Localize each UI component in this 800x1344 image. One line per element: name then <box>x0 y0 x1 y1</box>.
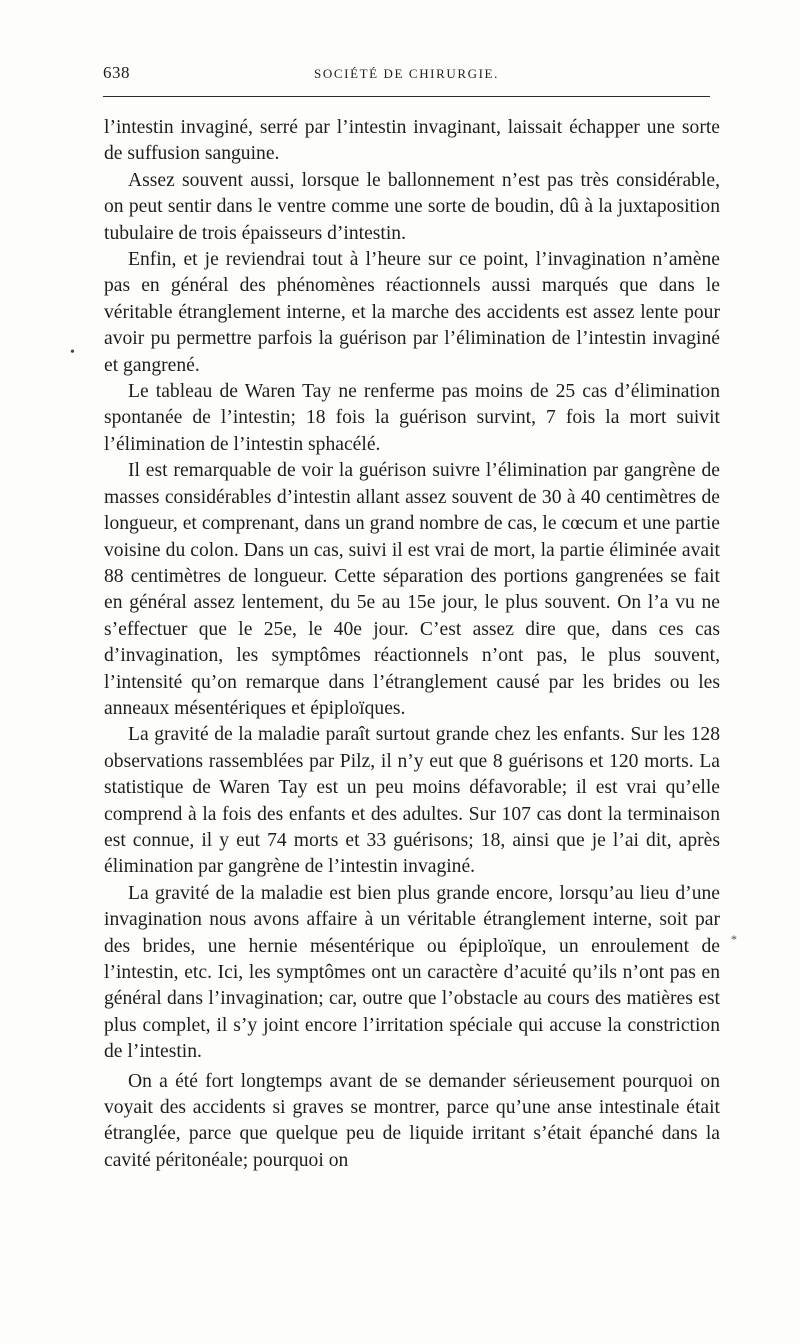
paragraph-1: l’intestin invaginé, serré par l’intestin invaginant, laissait échapper une sorte de suffusion sanguine. <box>104 117 720 165</box>
header-rule <box>103 96 710 97</box>
page-number: 638 <box>103 63 130 82</box>
paragraph-5: Il est remarquable de voir la guérison suivre l’élimination par gangrène de masses considérables d’intestin allant assez souvent de 30 à 40 centimètres de longueur, et comprenant, dans un grand nombre de cas, le cœcum et une partie voisine du colon. Dans un cas, suivi il est vrai de mort, la partie éliminée avait 88 centimètres de longueur. Cette séparation des portions gangrenées se fait en général assez lentement, du 5e au 15e jour, le plus souvent. On l’a vu ne s’effectuer que le 25e, le 40e jour. C’est assez dire que, dans ces cas d’invagination, les symptômes réactionnels n’ont pas, le plus souvent, l’intensité qu’on remarque dans l’étranglement causé par les brides ou les anneaux mésentériques et épiploïques. <box>104 460 720 719</box>
paragraph-7: La gravité de la maladie est bien plus grande encore, lorsqu’au lieu d’une invagination nous avons affaire à un véritable étranglement interne, soit par des brides, une hernie mésentérique ou épiploïque, un enroulement de l’intestin, etc. Ici, les symptômes ont un caractère d’acuité qu’ils n’ont pas en général dans l’invagination; car, outre que l’obstacle au cours des matières est plus complet, il s’y joint encore l’irritation spéciale qui accuse la constriction de l’intestin. <box>104 882 720 1063</box>
margin-asterisk-mark: * <box>731 932 737 946</box>
page-header <box>103 63 710 87</box>
paragraph-2: Assez souvent aussi, lorsque le ballonnement n’est pas très considérable, on peut sentir dans le ventre comme une sorte de boudin, dû à la juxtaposition tubulaire de trois épaisseurs d’intestin. <box>104 169 720 244</box>
paragraph-8: On a été fort longtemps avant de se demander sérieusement pourquoi on voyait des accidents si graves se montrer, parce qu’une anse intestinale était étranglée, parce que quelque peu de liquide irritant s’était épanché dans la cavité péritonéale; pourquoi on <box>104 1070 720 1171</box>
paragraph-3: Enfin, et je reviendrai tout à l’heure sur ce point, l’invagination n’amène pas en général des phénomènes réactionnels aussi marqués que dans le véritable étranglement interne, et la marche des accidents est assez lente pour avoir pu permettre parfois la guérison par l’élimination de l’intestin invaginé et gangrené. <box>104 249 720 376</box>
paragraph-6: La gravité de la maladie paraît surtout grande chez les enfants. Sur les 128 observations rassemblées par Pilz, il n’y eut que 8 guérisons et 120 morts. La statistique de Waren Tay est un peu moins défavorable; il est vrai qu’elle comprend à la fois des enfants et des adultes. Sur 107 cas dont la terminaison est connue, il y eut 74 morts et 33 guérisons; 18, ainsi que je l’ai dit, après élimination par gangrène de l’intestin invaginé. <box>104 724 720 878</box>
paragraph-4: Le tableau de Waren Tay ne renferme pas moins de 25 cas d’élimination spontanée de l’intestin; 18 fois la guérison survint, 7 fois la mort suivit l’élimination de l’intestin sphacélé. <box>104 381 720 455</box>
margin-dot-mark: • <box>70 345 75 360</box>
running-title: SOCIÉTÉ DE CHIRURGIE. <box>314 66 499 81</box>
body-text <box>104 115 720 1174</box>
